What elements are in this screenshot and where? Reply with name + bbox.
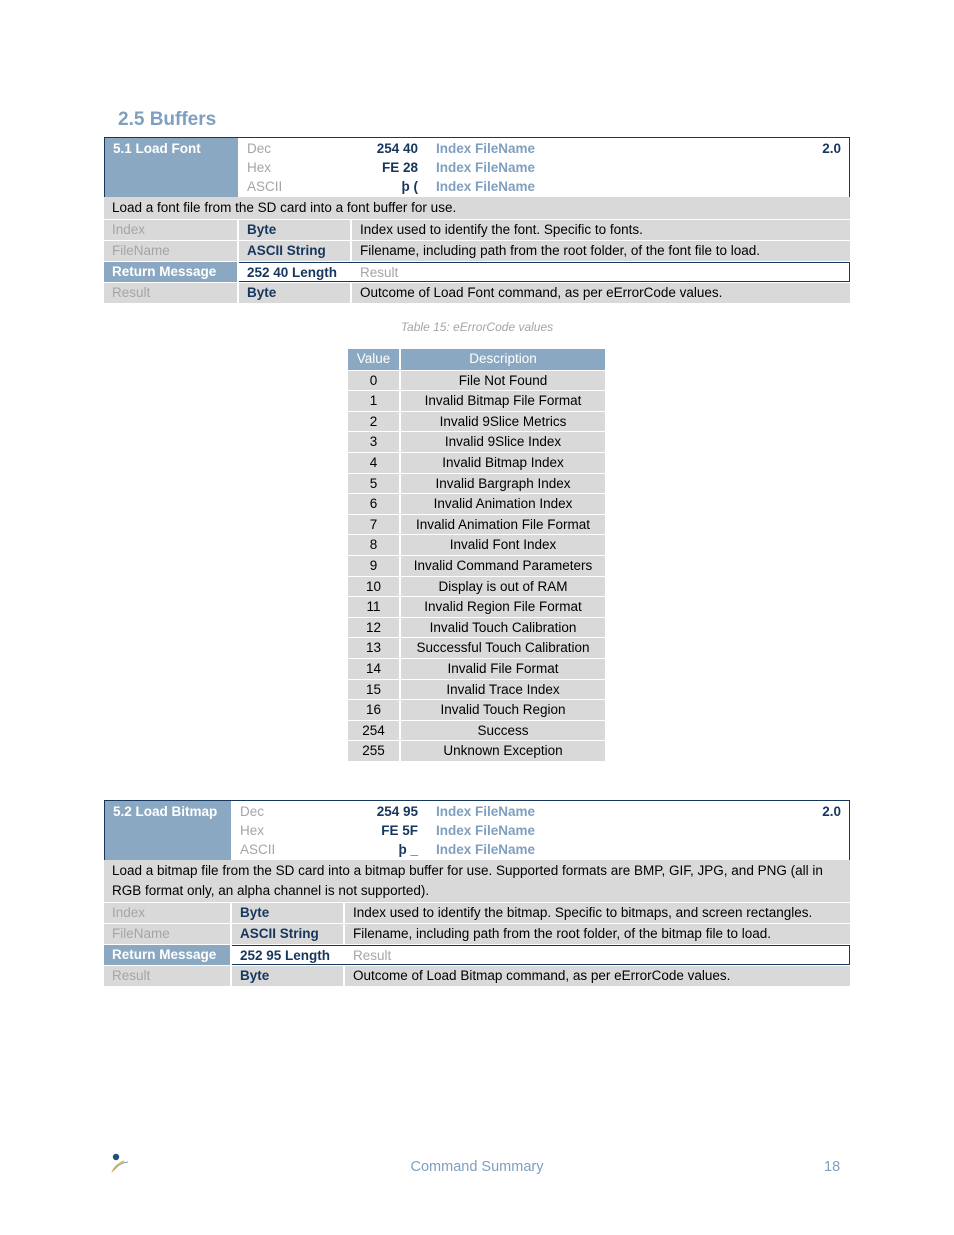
error-code-description: Invalid Touch Calibration bbox=[401, 617, 605, 638]
footer-title: Command Summary bbox=[410, 1159, 544, 1175]
table-row bbox=[348, 720, 605, 741]
error-code-description: Success bbox=[401, 720, 605, 741]
error-code-description: Invalid Region File Format bbox=[401, 596, 605, 617]
table-row bbox=[348, 411, 605, 432]
table-row bbox=[348, 452, 605, 473]
param-row bbox=[104, 241, 850, 262]
table-row bbox=[348, 740, 605, 761]
encoding-params: Index FileName bbox=[436, 160, 536, 175]
param-row bbox=[104, 924, 850, 945]
param-row bbox=[104, 903, 850, 924]
param-description: Filename, including path from the root folder, of the bitmap file to load. bbox=[345, 924, 850, 944]
error-code-value: 13 bbox=[348, 637, 399, 658]
result-row bbox=[104, 283, 850, 304]
encoding-label: Dec bbox=[240, 804, 265, 819]
table-row bbox=[348, 637, 605, 658]
error-code-description: Invalid Animation File Format bbox=[401, 514, 605, 535]
param-description: Index used to identify the font. Specific to fonts. bbox=[352, 220, 850, 240]
encoding-params: Index FileName bbox=[436, 141, 536, 156]
encoding-label: ASCII bbox=[240, 842, 276, 857]
error-code-description: Invalid File Format bbox=[401, 658, 605, 679]
command-header bbox=[104, 137, 850, 197]
column-header-value: Value bbox=[348, 349, 399, 370]
encoding-label: Hex bbox=[240, 823, 265, 838]
result-row bbox=[104, 966, 850, 987]
table-row bbox=[348, 596, 605, 617]
error-code-value: 1 bbox=[348, 390, 399, 411]
return-bytes: 252 95 Length bbox=[232, 945, 345, 965]
encoding-bytes: 254 95 bbox=[376, 804, 418, 819]
table-caption: Table 15: eErrorCode values bbox=[400, 320, 554, 334]
command-header bbox=[104, 800, 850, 860]
table-row bbox=[348, 431, 605, 452]
command-name: 5.2 Load Bitmap bbox=[105, 801, 231, 860]
error-code-description: Invalid Bargraph Index bbox=[401, 473, 605, 494]
table-row bbox=[348, 514, 605, 535]
result-name: Result bbox=[104, 283, 239, 303]
encoding-bytes: FE 28 bbox=[381, 160, 418, 175]
encoding-row-dec bbox=[105, 139, 849, 158]
encoding-label: Dec bbox=[247, 141, 272, 156]
error-code-description: Invalid Animation Index bbox=[401, 493, 605, 514]
result-type: Byte bbox=[232, 966, 345, 986]
encoding-params: Index FileName bbox=[436, 804, 536, 819]
command-description: Load a font file from the SD card into a font buffer for use. bbox=[104, 197, 850, 220]
error-code-value: 16 bbox=[348, 699, 399, 720]
param-name: Index bbox=[104, 903, 232, 923]
error-code-description: File Not Found bbox=[401, 370, 605, 391]
param-type: Byte bbox=[232, 903, 345, 923]
error-code-description: Invalid Bitmap File Format bbox=[401, 390, 605, 411]
error-code-value: 11 bbox=[348, 596, 399, 617]
param-description: Index used to identify the bitmap. Specific to bitmaps, and screen rectangles. bbox=[345, 903, 850, 923]
result-type: Byte bbox=[239, 283, 352, 303]
table-row bbox=[348, 493, 605, 514]
table-row bbox=[348, 576, 605, 597]
table-header-row bbox=[348, 349, 605, 370]
table-row bbox=[348, 390, 605, 411]
error-code-description: Invalid Touch Region bbox=[401, 699, 605, 720]
error-code-value: 6 bbox=[348, 493, 399, 514]
table-row bbox=[348, 699, 605, 720]
return-message-label: Return Message bbox=[104, 262, 239, 282]
command-description: Load a bitmap file from the SD card into a bitmap buffer for use. Supported formats are BMP, GIF, JPG, and PNG (all in RGB format only, an alpha channel is not supported). bbox=[104, 860, 850, 903]
encoding-row-ascii bbox=[105, 840, 849, 859]
return-message-row bbox=[104, 945, 850, 966]
error-code-description: Invalid 9Slice Index bbox=[401, 431, 605, 452]
table-row bbox=[348, 534, 605, 555]
param-description: Filename, including path from the root folder, of the font file to load. bbox=[352, 241, 850, 261]
section-heading: 2.5 Buffers bbox=[118, 109, 217, 130]
encoding-bytes: 254 40 bbox=[376, 141, 418, 156]
result-description: Outcome of Load Bitmap command, as per eErrorCode values. bbox=[345, 966, 850, 986]
error-code-description: Invalid Command Parameters bbox=[401, 555, 605, 576]
param-type: ASCII String bbox=[239, 241, 352, 261]
table-row bbox=[348, 370, 605, 391]
param-row bbox=[104, 220, 850, 241]
error-code-value: 0 bbox=[348, 370, 399, 391]
param-type: Byte bbox=[239, 220, 352, 240]
error-code-description: Invalid Font Index bbox=[401, 534, 605, 555]
result-description: Outcome of Load Font command, as per eErrorCode values. bbox=[352, 283, 850, 303]
error-code-value: 4 bbox=[348, 452, 399, 473]
return-message-row bbox=[104, 262, 850, 283]
error-code-value: 5 bbox=[348, 473, 399, 494]
table-row bbox=[348, 617, 605, 638]
error-code-description: Invalid 9Slice Metrics bbox=[401, 411, 605, 432]
error-code-description: Invalid Bitmap Index bbox=[401, 452, 605, 473]
error-code-value: 8 bbox=[348, 534, 399, 555]
error-code-value: 2 bbox=[348, 411, 399, 432]
param-name: Index bbox=[104, 220, 239, 240]
command-name: 5.1 Load Font bbox=[105, 138, 238, 197]
load-bitmap-command-table bbox=[104, 800, 850, 987]
table-row bbox=[348, 555, 605, 576]
error-code-value: 254 bbox=[348, 720, 399, 741]
error-code-value: 15 bbox=[348, 679, 399, 700]
encoding-label: ASCII bbox=[247, 179, 283, 194]
error-code-value: 3 bbox=[348, 431, 399, 452]
encoding-params: Index FileName bbox=[436, 179, 536, 194]
return-message-label: Return Message bbox=[104, 945, 232, 965]
encoding-bytes: þ ( bbox=[401, 179, 418, 194]
table-body bbox=[348, 370, 605, 761]
version-number: 2.0 bbox=[822, 141, 841, 156]
error-code-description: Unknown Exception bbox=[401, 740, 605, 761]
encoding-bytes: FE 5F bbox=[381, 823, 418, 838]
table-row bbox=[348, 473, 605, 494]
error-code-value: 12 bbox=[348, 617, 399, 638]
encoding-label: Hex bbox=[247, 160, 272, 175]
version-number: 2.0 bbox=[822, 804, 841, 819]
error-code-value: 7 bbox=[348, 514, 399, 535]
encoding-row-dec bbox=[105, 802, 849, 821]
param-type: ASCII String bbox=[232, 924, 345, 944]
error-code-description: Successful Touch Calibration bbox=[401, 637, 605, 658]
encoding-params: Index FileName bbox=[436, 823, 536, 838]
table-row bbox=[348, 658, 605, 679]
param-name: FileName bbox=[104, 924, 232, 944]
encoding-row-hex bbox=[105, 158, 849, 177]
encoding-bytes: þ _ bbox=[398, 842, 418, 857]
table-row bbox=[348, 679, 605, 700]
return-params: Result bbox=[352, 262, 850, 282]
error-code-value: 10 bbox=[348, 576, 399, 597]
result-name: Result bbox=[104, 966, 232, 986]
error-code-value: 9 bbox=[348, 555, 399, 576]
error-code-description: Display is out of RAM bbox=[401, 576, 605, 597]
error-code-table bbox=[348, 349, 605, 761]
encoding-row-hex bbox=[105, 821, 849, 840]
return-params: Result bbox=[345, 945, 850, 965]
column-header-description: Description bbox=[401, 349, 605, 370]
param-name: FileName bbox=[104, 241, 239, 261]
page-number: 18 bbox=[824, 1159, 841, 1175]
load-font-command-table bbox=[104, 137, 850, 304]
error-code-value: 255 bbox=[348, 740, 399, 761]
error-code-description: Invalid Trace Index bbox=[401, 679, 605, 700]
error-code-value: 14 bbox=[348, 658, 399, 679]
encoding-params: Index FileName bbox=[436, 842, 536, 857]
return-bytes: 252 40 Length bbox=[239, 262, 352, 282]
encoding-row-ascii bbox=[105, 177, 849, 196]
